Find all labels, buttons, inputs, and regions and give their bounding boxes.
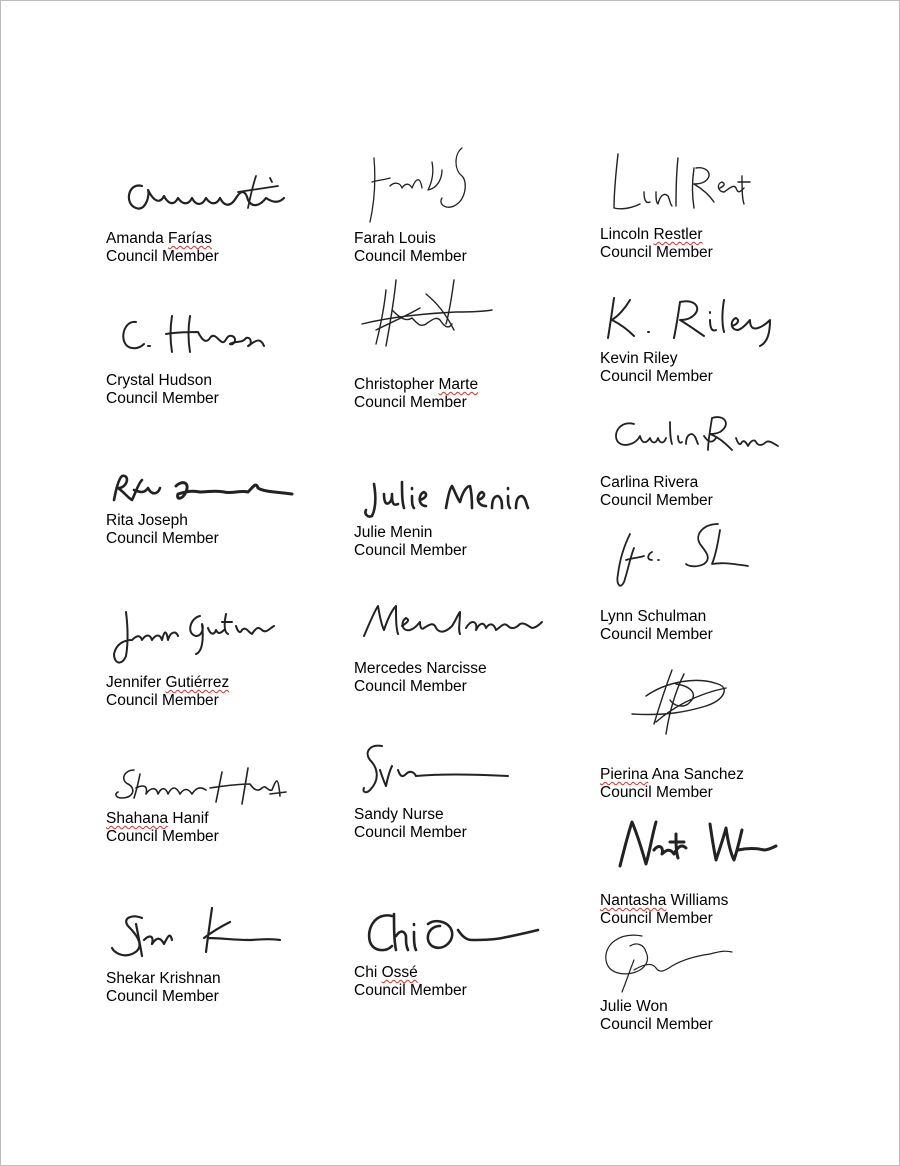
signatory-block-nurse [354,806,467,842]
signature-rivera [608,408,788,460]
signatory-name: Shahana Hanif [106,810,209,827]
signatory-name: Christopher Marte [354,376,479,393]
signatory-title: Council Member [600,244,713,261]
signatory-title: Council Member [600,1016,713,1033]
signatory-block-menin [354,524,467,560]
signature-restler [604,148,764,218]
signatory-title: Council Member [354,678,467,695]
signatory-name: Lynn Schulman [600,608,707,625]
signature-farias [120,168,290,220]
signatory-title: Council Member [106,248,219,265]
signature-krishnan [108,904,288,966]
signature-menin [362,476,532,522]
signature-riley [600,292,780,348]
signatory-title: Council Member [354,824,467,841]
signatory-title: Council Member [600,626,713,643]
signatory-name: Sandy Nurse [354,806,444,823]
signatory-block-sanchez [600,766,744,802]
signatory-name: Carlina Rivera [600,474,699,491]
signatory-title: Council Member [354,982,467,999]
signature-schulman [608,518,758,598]
signatory-block-osse [354,964,467,1000]
signature-joseph [108,470,298,510]
signatory-name: Rita Joseph [106,512,188,529]
signatory-name: Kevin Riley [600,350,678,367]
signatory-block-marte [354,376,478,412]
signatory-name: Julie Won [600,998,668,1015]
signatory-block-gutierrez [106,674,229,710]
signatory-name: Amanda Farías [106,230,212,247]
signatory-block-farias [106,230,219,266]
signatory-title: Council Member [600,784,713,801]
signatory-title: Council Member [106,692,219,709]
signatory-block-riley [600,350,713,386]
signatory-name: Julie Menin [354,524,433,541]
signatory-title: Council Member [354,542,467,559]
signatory-title: Council Member [354,394,467,411]
signatory-name: Farah Louis [354,230,436,247]
signature-osse [362,906,546,958]
signatory-title: Council Member [106,988,219,1005]
signatory-title: Council Member [354,248,467,265]
signature-gutierrez [106,604,286,670]
signatory-title: Council Member [600,910,713,927]
signatory-name: Lincoln Restler [600,226,703,243]
signature-louis [350,142,490,228]
signatory-title: Council Member [106,530,219,547]
signatory-name: Chi Ossé [354,964,418,981]
signatory-block-won [600,998,713,1034]
signatory-block-williams [600,892,728,928]
signatory-title: Council Member [600,368,713,385]
signatory-name: Crystal Hudson [106,372,212,389]
signature-won [600,930,736,998]
signatory-block-louis [354,230,467,266]
signatory-title: Council Member [106,828,219,845]
signatory-name: Pierina Ana Sanchez [600,766,744,783]
signatory-name: Jennifer Gutiérrez [106,674,230,691]
signature-hanif [110,760,290,810]
signatory-block-hanif [106,810,219,846]
signatory-block-rivera [600,474,713,510]
signatory-title: Council Member [106,390,219,407]
signatory-block-hudson [106,372,219,408]
signatory-block-joseph [106,512,219,548]
signature-sanchez [626,664,736,744]
signatory-name: Nantasha Williams [600,892,729,909]
signatory-block-restler [600,226,713,262]
signatory-block-narcisse [354,660,487,696]
signature-marte [356,274,496,366]
signatory-title: Council Member [600,492,713,509]
signature-williams [614,814,780,870]
signatory-block-schulman [600,608,713,644]
signature-nurse [358,740,518,802]
signatory-block-krishnan [106,970,221,1006]
signature-hudson [118,310,278,362]
signatory-name: Shekar Krishnan [106,970,221,987]
signatory-name: Mercedes Narcisse [354,660,487,677]
signature-narcisse [360,600,546,646]
